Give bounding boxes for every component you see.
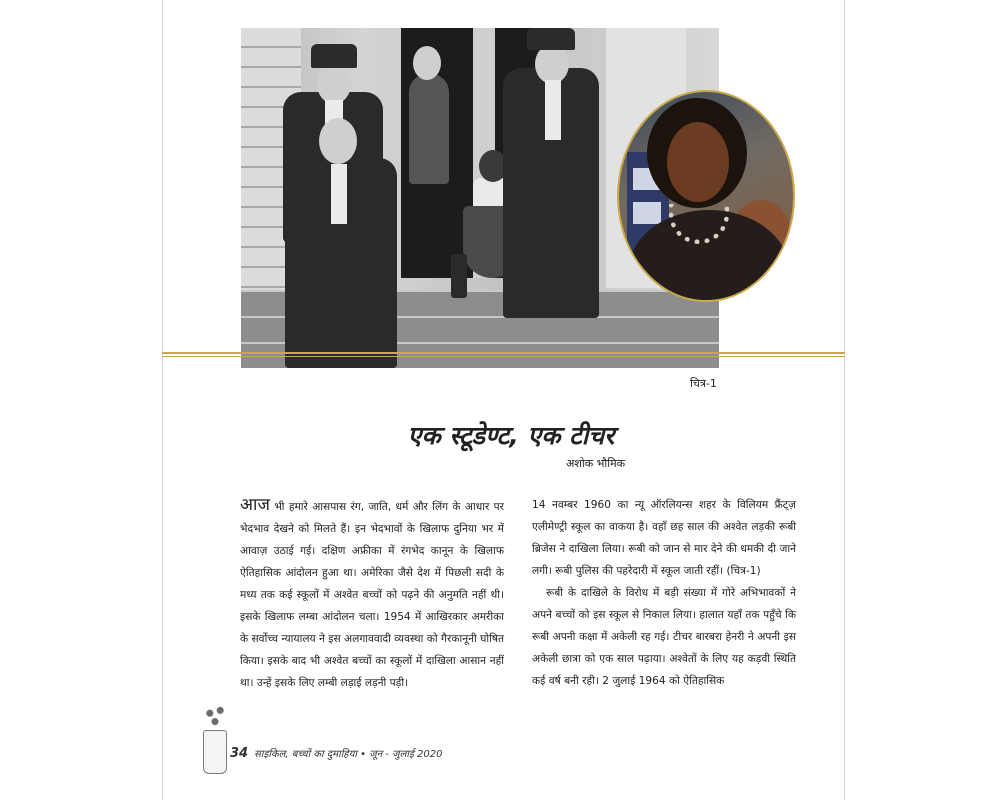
article-column-right [532, 494, 796, 692]
article-column-left [240, 494, 504, 694]
page-number: 34 [230, 746, 249, 761]
article-author: अशोक भौमिक [566, 457, 626, 470]
paragraph-2: रूबी के दाखिले के विरोध में बड़ी संख्या में गोरे अभिभावकों ने अपने बच्चों को इस स्कूल से निकाल लिया। हालात यहाँ तक पहुँचे कि रूबी अपनी कक्षा में अकेली रह गई। टीचर बारबरा हेनरी ने अपनी इस अकेली छात्रा को एक साल पढ़ाया। अश्वेतों के लिए यह कड़वी स्थिति कई वर्ष बनी रही। 2 जुलाई 1964 को ऐतिहासिक [532, 587, 796, 687]
intro-paragraph [240, 494, 504, 694]
publication-name: साइकिल, बच्चों का दुमाहिया • जून - जुलाई 2020 [254, 749, 443, 760]
page-footer [230, 746, 443, 761]
flower-jar-icon [200, 702, 230, 774]
teacher-portrait [617, 90, 795, 302]
article-title: एक स्टूडेण्ट, एक टीचर [407, 421, 615, 450]
intro-text: भी हमारे आसपास रंग, जाति, धर्म और लिंग के आधार पर भेदभाव देखने को मिलते हैं। इन भेदभावों के खिलाफ दुनिया भर में आवाज़ उठाई गई। दक्षिण अफ्रीका में रंगभेद कानून के खिलाफ ऐतिहासिक आंदोलन हुआ था। अमेरिका जैसे देश में पिछली सदी के मध्य तक कई स्कूलों में अश्वेत बच्चों को पढ़ने की अनुमति नहीं थी। इसके खिलाफ लम्बा आंदोलन चला। 1954 में आखिरकार अमरीका के सर्वोच्च न्यायालय ने इस अलगाववादी व्यवस्था को गैरकानूनी घोषित किया। इसके बाद भी अश्वेत बच्चों का स्कूलों में दाखिला आसान नहीं था। उन्हें इसके लिए लम्बी लड़ाई लड़नी पड़ी। [240, 501, 504, 689]
lead-word: आज [240, 495, 270, 515]
figure-caption: चित्र-1 [690, 377, 717, 390]
paragraph-1: 14 नवम्बर 1960 का न्यू ऑरलियन्स शहर के विलियम फ्रैंट्ज़ एलीमेण्ट्री स्कूल का वाकया है। वहाँ छह साल की अश्वेत लड़की रूबी ब्रिजेस ने दाखिला लिया। रूबी को जान से मार देने की धमकी दी जाने लगी। रूबी पुलिस की पहरेदारी में स्कूल जाती रहीं। (चित्र-1) [532, 499, 796, 577]
gold-divider [162, 352, 845, 357]
